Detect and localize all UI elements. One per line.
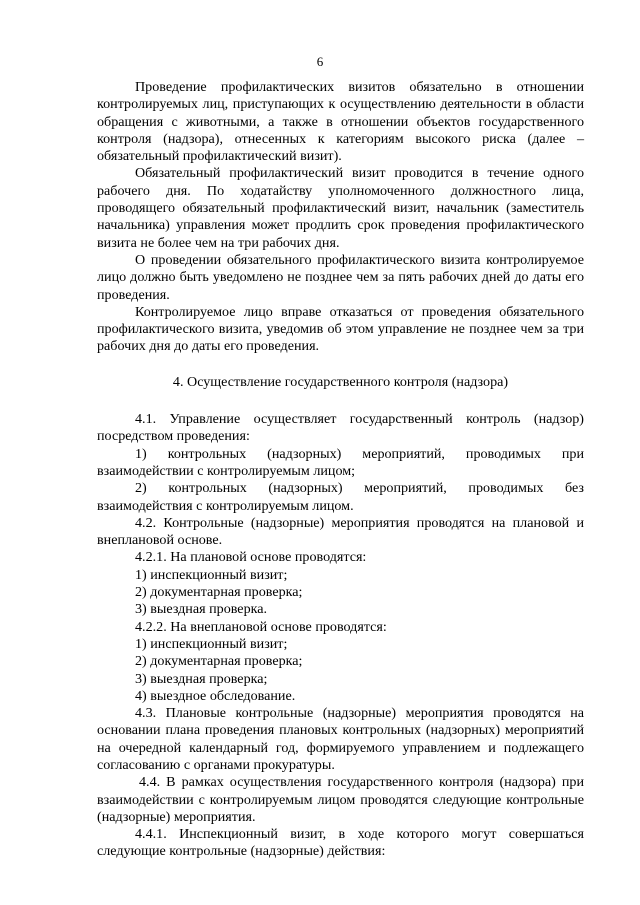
list-item: 1) инспекционный визит;	[135, 635, 288, 652]
page-number: 6	[316, 54, 324, 69]
list-item: 2) документарная проверка;	[135, 653, 303, 670]
clause-4-3: 4.3. Плановые контрольные (надзорные) мероприятия проводятся на основании плана проведения плановых контрольных (надзорных) мероприятий на очередной календарный год, формируемого управлением и подлежащего согласованию с органами прокуратуры.	[97, 705, 584, 773]
clause-4-1: 4.1. Управление осуществляет государственный контроль (надзор) посредством проведения:	[97, 411, 584, 445]
paragraph-notification: О проведении обязательного профилактического визита контролируемое лицо должно быть уведомлено не позднее чем за пять рабочих дней до даты его проведения.	[97, 251, 584, 303]
clause-4-1-item-1: 1) контрольных (надзорных) мероприятий, проводимых при взаимодействии с контролируемым лицом;	[97, 445, 584, 479]
clause-4-1-item-2: 2) контрольных (надзорных) мероприятий, проводимых без взаимодействия с контролируемым лицом.	[97, 480, 584, 514]
list-item: 4) выездное обследование.	[135, 687, 296, 704]
clause-4-2-2: 4.2.2. На внеплановой основе проводятся:	[135, 618, 387, 635]
section-heading: 4. Осуществление государственного контроля (надзора)	[172, 373, 509, 390]
paragraph-visit-duration: Обязательный профилактический визит проводится в течение одного рабочего дня. По ходатайству уполномоченного должностного лица, проводящего обязательный профилактический визит, начальник (заместитель начальника) управления может продлить срок проведения профилактического визита не более чем на три рабочих дня.	[97, 165, 584, 251]
clause-4-2-1: 4.2.1. На плановой основе проводятся:	[135, 549, 367, 566]
list-item: 2) документарная проверка;	[135, 584, 303, 601]
list-item: 3) выездная проверка.	[135, 601, 268, 618]
clause-4-4-1: 4.4.1. Инспекционный визит, в ходе которого могут совершаться следующие контрольные (надзорные) действия:	[97, 826, 584, 860]
clause-4-2: 4.2. Контрольные (надзорные) мероприятия проводятся на плановой и внеплановой основе.	[97, 514, 584, 549]
clause-4-4: 4.4. В рамках осуществления государственного контроля (надзора) при взаимодействии с контролируемым лицом проводятся следующие контрольные (надзорные) мероприятия.	[97, 774, 584, 825]
list-item: 3) выездная проверка;	[135, 670, 268, 687]
paragraph-refusal: Контролируемое лицо вправе отказаться от проведения обязательного профилактического визита, уведомив об этом управление не позднее чем за три рабочих дня до даты его проведения.	[97, 303, 584, 355]
paragraph-mandatory-visits: Проведение профилактических визитов обязательно в отношении контролируемых лиц, приступающих к осуществлению деятельности в области обращения с животными, а также в отношении объектов государственного контроля (надзора), отнесенных к категориям высокого риска (далее – обязательный профилактический визит).	[97, 79, 584, 165]
list-item: 1) инспекционный визит;	[135, 566, 288, 583]
